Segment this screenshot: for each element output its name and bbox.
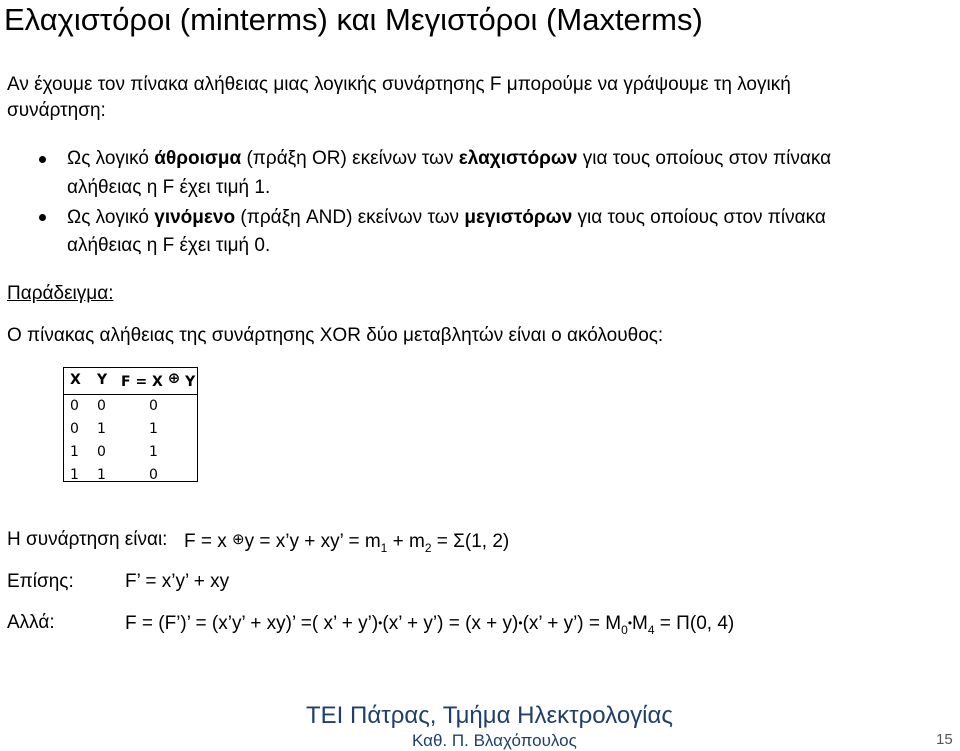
bullet-1-line-1: Ως λογικό άθροισμα (πράξη OR) εκείνων των ελαχιστόρων για τους οποίους στον πίνακα [67,148,832,169]
but-label: Αλλά: [7,612,55,633]
cell-y: 0 [97,398,106,414]
cell-x: 1 [70,467,79,483]
also-label: Επίσης: [7,571,74,592]
bullet-2-line-1: Ως λογικό γινόμενο (πράξη AND) εκείνων των μεγιστόρων για τους οποίους στον πίνακα [67,207,826,228]
cell-x: 1 [70,444,79,460]
bullet-2-line-2: αλήθειας η F έχει τιμή 0. [67,235,271,256]
cell-x: 0 [70,398,79,414]
cell-y: 1 [97,467,106,483]
xor-symbol-icon: ⊕ [167,369,181,387]
cell-x: 0 [70,421,79,437]
truth-table [63,367,197,487]
header-f: F = X ⊕ Y [121,367,197,395]
cell-f: 0 [149,467,158,483]
bullet-1-line-2: αλήθειας η F έχει τιμή 1. [67,177,271,198]
function-expression: F = x ⊕y = x’y + xy’ = $m_1 + m_2 = \Sigma(1$, 2) [184,531,510,555]
footer-institution: ΤΕΙ Πάτρας, Τμήμα Ηλεκτρολογίας [306,702,673,729]
cell-f: 0 [149,398,158,414]
bullet-icon [39,156,46,163]
xor-sentence: Ο πίνακας αλήθειας της συνάρτησης XOR δύο μεταβλητών είναι ο ακόλουθος: [7,325,664,346]
table-row [63,464,197,487]
table-row [63,418,197,441]
also-expression: F’ = x’y’ + xy [125,571,230,592]
page-number: 15 [936,731,953,748]
header-x: X [63,367,97,395]
intro-line-2: συνάρτηση: [7,100,106,121]
footer-author: Καθ. Π. Βλαχόπουλος [412,731,577,750]
cell-f: 1 [149,444,158,460]
table-row [63,395,197,419]
cell-y: 0 [97,444,106,460]
xor-symbol-icon: ⊕ [232,531,245,548]
cell-f: 1 [149,421,158,437]
bullet-icon [39,214,46,221]
table-row [63,441,197,464]
header-y: Y [97,367,121,395]
example-heading: Παράδειγμα: [7,283,114,304]
but-expression: F = (F’)’ = (x’y’ + xy)’ =( x’ + y’)•(x’ + y’) = (x + y)•(x’ + y’) = $M_0•M_4 = \Pi(0$, 4) [125,613,735,637]
page-title: Ελαχιστόροι (minterms) και Μεγιστόροι (Maxterms) [4,2,703,37]
intro-line-1: Αν έχουμε τον πίνακα αλήθειας μιας λογικής συνάρτησης F μπορούμε να γράψουμε τη λογική [7,74,791,95]
cell-y: 1 [97,421,106,437]
truth-table-header [63,367,197,395]
function-label: Η συνάρτηση είναι: [7,529,168,550]
